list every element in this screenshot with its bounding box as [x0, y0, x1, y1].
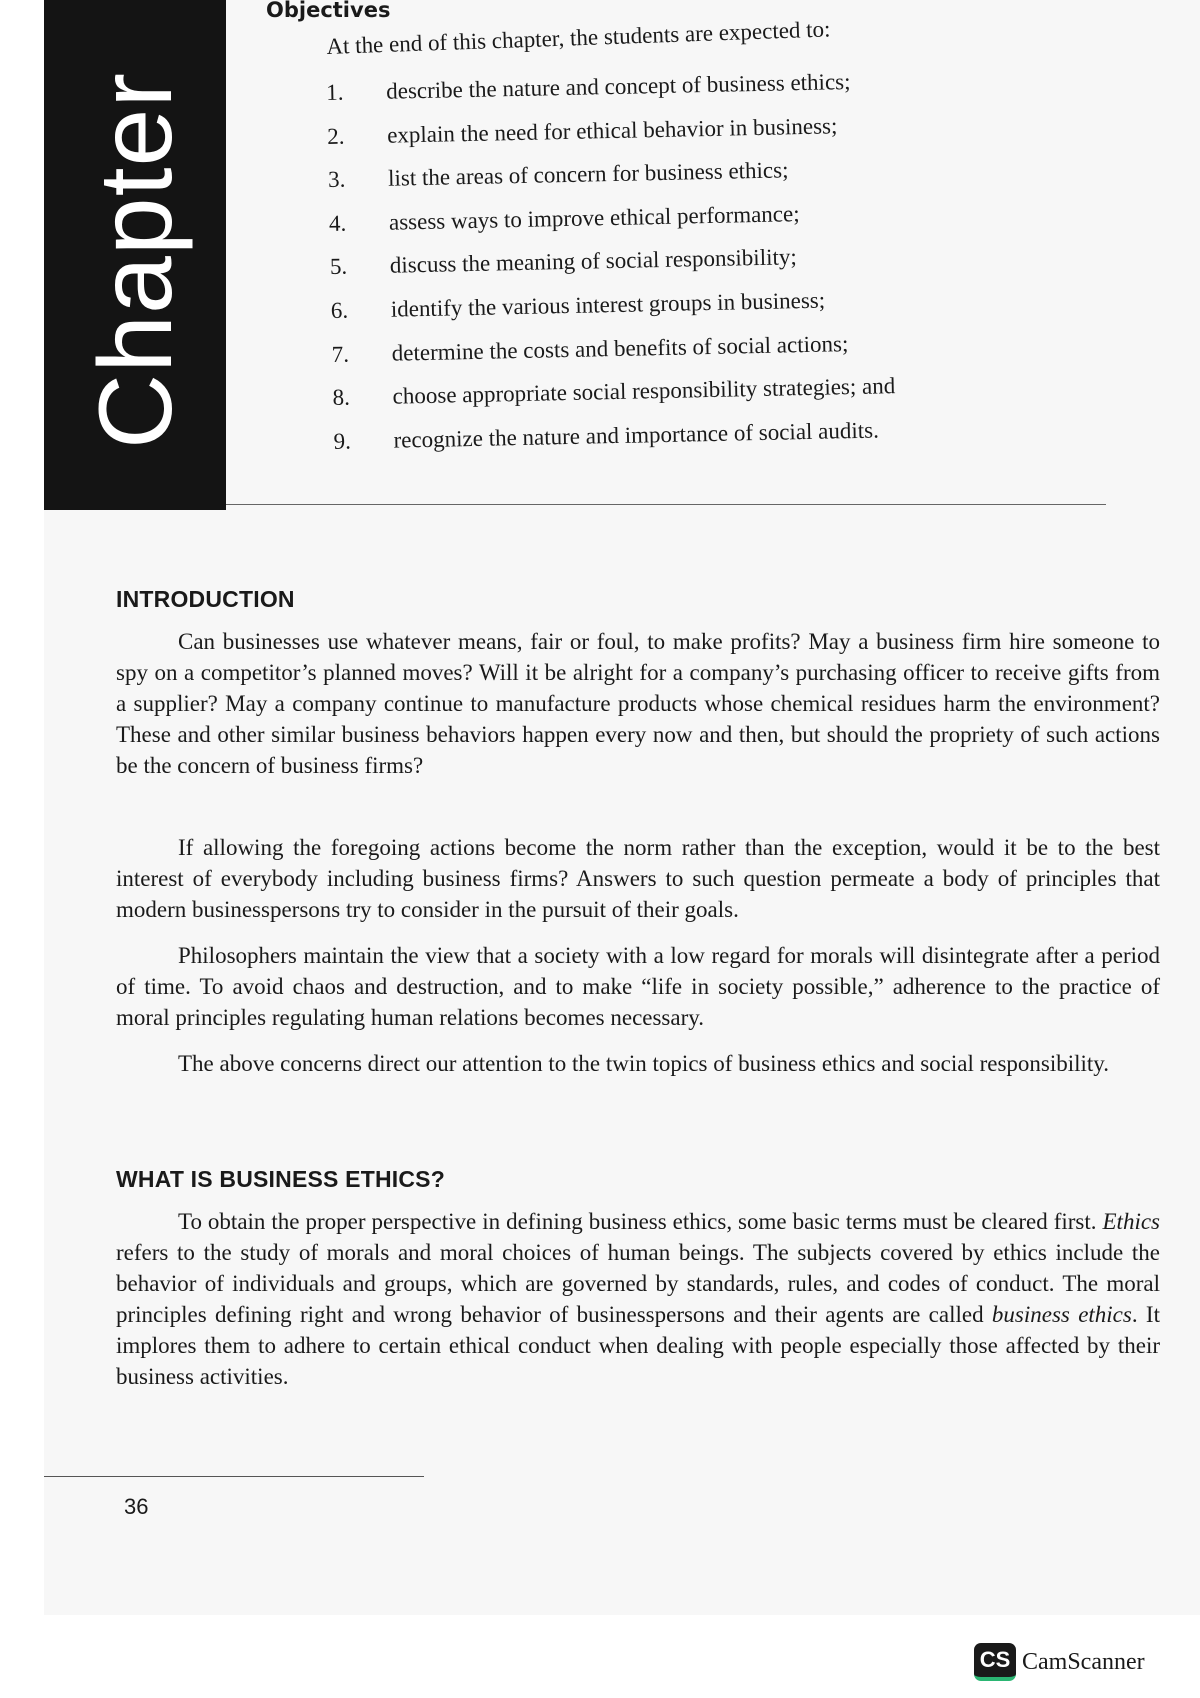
introduction-paragraph-2: If allowing the foregoing actions become the norm rather than the exception, would it be to the best interest of everybody including business firms? Answers to such question permeate a body of principles that modern businesspersons try to consider in the pursuit of their goals.: [116, 835, 1160, 922]
footer-divider: [44, 1476, 424, 1477]
objectives-list: [326, 65, 1074, 473]
introduction-heading: INTRODUCTION: [116, 586, 295, 612]
camscanner-name: CamScanner: [1022, 1648, 1145, 1675]
business-ethics-term: business ethics: [991, 1302, 1132, 1327]
objective-number: 6.: [330, 297, 349, 323]
objective-number: 2.: [326, 123, 345, 149]
objectives-title: Objectives: [266, 0, 391, 22]
paragraph-text: . It implores them to adhere to certain ethical conduct when dealing with people especially those affected by their business activities.: [116, 1302, 1160, 1389]
paragraph-text: refers to the study of morals and moral choices of human beings. The subjects covered by ethics include the behavior of individuals and groups, which are governed by standards, rules, and codes of conduct. The moral principles defining right and wrong behavior of businesspersons and their agents are called: [116, 1240, 1160, 1327]
business-ethics-heading: WHAT IS BUSINESS ETHICS?: [116, 1166, 445, 1192]
paragraph-text: To obtain the proper perspective in defining business ethics, some basic terms must be cleared first.: [178, 1209, 1103, 1234]
header-divider: [226, 504, 1106, 505]
objective-text: choose appropriate social responsibility strategies; and: [392, 373, 896, 409]
objective-number: 9.: [333, 428, 352, 454]
objectives-intro: At the end of this chapter, the students are expected to:: [326, 16, 831, 59]
objective-text: list the areas of concern for business ethics;: [387, 157, 789, 191]
camscanner-logo-icon: CS: [974, 1643, 1016, 1681]
chapter-label-container: [56, 50, 216, 470]
objective-text: assess ways to improve ethical performance;: [388, 200, 800, 235]
objective-number: 5.: [329, 253, 348, 280]
objective-number: 8.: [332, 384, 351, 411]
introduction-paragraph-1: Can businesses use whatever means, fair or foul, to make profits? May a business firm hire someone to spy on a competitor’s planned moves? Will it be alright for a company’s purchasing officer to receive gifts from a supplier? May a company continue to manufacture products whose chemical residues harm the environment? These and other similar business behaviors happen every now and then, but should the propriety of such actions be the concern of business firms?: [116, 629, 1160, 778]
objective-text: discuss the meaning of social responsibility;: [389, 244, 797, 279]
ethics-term: Ethics: [1102, 1209, 1160, 1234]
business-ethics-paragraph: [116, 1206, 1160, 1392]
chapter-label: Chapter: [77, 71, 194, 449]
objective-number: 4.: [328, 210, 347, 236]
objective-number: 1.: [326, 79, 344, 105]
page-number: 36: [124, 1494, 149, 1519]
objective-number: 7.: [331, 341, 350, 367]
camscanner-watermark: [974, 1643, 1145, 1681]
objective-text: explain the need for ethical behavior in business;: [386, 112, 838, 148]
objective-number: 3.: [327, 166, 346, 193]
objective-text: describe the nature and concept of business ethics;: [385, 69, 851, 104]
introduction-paragraph-4: The above concerns direct our attention to the twin topics of business ethics and social responsibility.: [178, 1051, 1110, 1076]
introduction-paragraph-3: Philosophers maintain the view that a society with a low regard for morals will disintegrate after a period of time. To avoid chaos and destruction, and to make “life in society possible,” adherence to the practice of moral principles regulating human relations becomes necessary.: [116, 943, 1160, 1030]
objective-text: determine the costs and benefits of social actions;: [391, 330, 849, 366]
objective-text: identify the various interest groups in business;: [390, 287, 826, 322]
objective-text: recognize the nature and importance of social audits.: [393, 417, 880, 453]
